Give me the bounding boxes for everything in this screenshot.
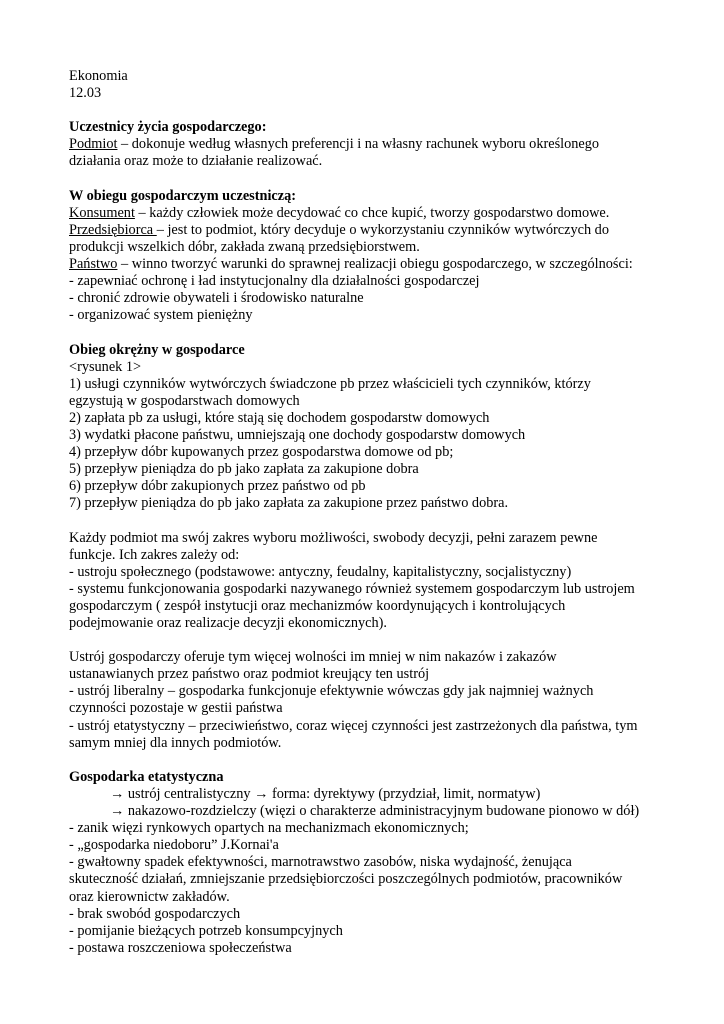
flow-line: 4) przepływ dóbr kupowanych przez gospodarstwa domowe od pb; — [69, 444, 454, 461]
term-panstwo: Państwo — [69, 256, 118, 273]
paragraph-line: - ustroju społecznego (podstawowe: antyczny, feudalny, kapitalistyczny, socjalistyczny) — [69, 563, 572, 580]
spacer — [69, 102, 709, 119]
document-body — [69, 68, 709, 957]
spacer — [69, 171, 709, 188]
arrow-line: → ustrój centralistyczny → forma: dyrektywy (przydział, limit, normatyw) — [110, 785, 541, 802]
spacer — [69, 512, 709, 529]
paragraph-line: czynności pozostaje w gestii państwa — [69, 700, 283, 717]
paragraph-line: - postawa roszczeniowa społeczeństwa — [69, 939, 292, 956]
heading-etatystyczna: Gospodarka etatystyczna — [69, 768, 224, 785]
paragraph-line: - ustrój etatystyczny – przeciwieństwo, coraz więcej czynności jest zastrzeżonych dla państwa, tym — [69, 717, 638, 734]
heading-obieg: W obiegu gospodarczym uczestniczą: — [69, 187, 297, 204]
paragraph-line: - brak swobód gospodarczych — [69, 905, 241, 922]
przedsiebiorca-definition — [69, 222, 709, 239]
paragraph-line: - zanik więzi rynkowych opartych na mechanizmach ekonomicznych; — [69, 820, 469, 837]
paragraph-line: ustanawianych przez państwo oraz podmiot kreujący ten ustrój — [69, 666, 430, 683]
flow-line: 7) przepływ pieniądza do pb jako zapłata za zakupione przez państwo dobra. — [69, 495, 509, 512]
podmiot-definition — [69, 136, 709, 153]
konsument-definition — [69, 205, 709, 222]
przedsiebiorca-def-cont: produkcji wszelkich dóbr, zakłada zwaną przedsiębiorstwem. — [69, 238, 420, 255]
doc-subject: Ekonomia — [69, 68, 128, 84]
doc-date: 12.03 — [69, 85, 102, 102]
flow-line: 6) przepływ dóbr zakupionych przez państwo od pb — [69, 478, 366, 495]
figure-reference: <rysunek 1> — [69, 358, 142, 375]
spacer — [69, 632, 709, 649]
flow-line: 2) zapłata pb za usługi, które stają się dochodem gospodarstw domowych — [69, 409, 490, 426]
paragraph-line: - systemu funkcjonowania gospodarki nazywanego również systemem gospodarczym lub ustrojem — [69, 580, 635, 597]
paragraph-line: - pomijanie bieżących potrzeb konsumpcyjnych — [69, 922, 343, 939]
list-item: - organizować system pieniężny — [69, 307, 253, 324]
heading-uczestnicy: Uczestnicy życia gospodarczego: — [69, 119, 267, 136]
paragraph-line: Każdy podmiot ma swój zakres wyboru możliwości, swobody decyzji, pełni zarazem pewne — [69, 529, 598, 546]
term-przedsiebiorca: Przedsiębiorca — [69, 221, 157, 238]
flow-line: 3) wydatki płacone państwu, umniejszają one dochody gospodarstw domowych — [69, 426, 526, 443]
podmiot-def-cont: działania oraz może to działanie realizować. — [69, 153, 323, 170]
paragraph-line: funkcje. Ich zakres zależy od: — [69, 546, 240, 563]
paragraph-line: samym mniej dla innych podmiotów. — [69, 734, 282, 751]
paragraph-line: - „gospodarka niedoboru” J.Kornai'a — [69, 837, 279, 854]
paragraph-line: podejmowanie oraz realizacje decyzji ekonomicznych). — [69, 615, 387, 631]
heading-obieg-okrezny: Obieg okrężny w gospodarce — [69, 341, 245, 358]
konsument-def-text: – każdy człowiek może decydować co chce kupić, tworzy gospodarstwo domowe. — [134, 204, 610, 221]
panstwo-definition — [69, 256, 709, 273]
paragraph-line: Ustrój gospodarczy oferuje tym więcej wolności im mniej w nim nakazów i zakazów — [69, 649, 557, 666]
podmiot-def-text: – dokonuje według własnych preferencji i na własny rachunek wyboru określonego — [117, 136, 600, 153]
arrow-line: → nakazowo-rozdzielczy (więzi o charakterze administracyjnym budowane pionowo w dół) — [110, 803, 640, 820]
paragraph-line: - gwałtowny spadek efektywności, marnotrawstwo zasobów, niska wydajność, żenująca — [69, 854, 572, 871]
panstwo-def-text: – winno tworzyć warunki do sprawnej realizacji obiegu gospodarczego, w szczególności: — [117, 256, 633, 273]
spacer — [69, 324, 709, 341]
list-item: - zapewniać ochronę i ład instytucjonalny dla działalności gospodarczej — [69, 273, 480, 290]
paragraph-line: skuteczność działań, zmniejszanie przedsiębiorczości poszczególnych podmiotów, pracowników — [69, 871, 623, 888]
term-podmiot: Podmiot — [69, 136, 118, 153]
spacer — [69, 752, 709, 769]
flow-line: 5) przepływ pieniądza do pb jako zapłata za zakupione dobra — [69, 461, 419, 478]
term-konsument: Konsument — [69, 204, 135, 221]
flow-line: egzystują w gospodarstwach domowych — [69, 392, 300, 409]
paragraph-line: oraz kierownictw zakładów. — [69, 888, 230, 905]
paragraph-line: - ustrój liberalny – gospodarka funkcjonuje efektywnie wówczas gdy jak najmniej ważnych — [69, 683, 594, 700]
flow-line: 1) usługi czynników wytwórczych świadczone pb przez właścicieli tych czynników, którzy — [69, 375, 591, 392]
paragraph-line: gospodarczym ( zespół instytucji oraz mechanizmów koordynujących i kontrolujących — [69, 597, 566, 614]
przedsiebiorca-def-text: – jest to podmiot, który decyduje o wykorzystaniu czynników wytwórczych do — [156, 221, 609, 238]
list-item: - chronić zdrowie obywateli i środowisko naturalne — [69, 290, 364, 307]
